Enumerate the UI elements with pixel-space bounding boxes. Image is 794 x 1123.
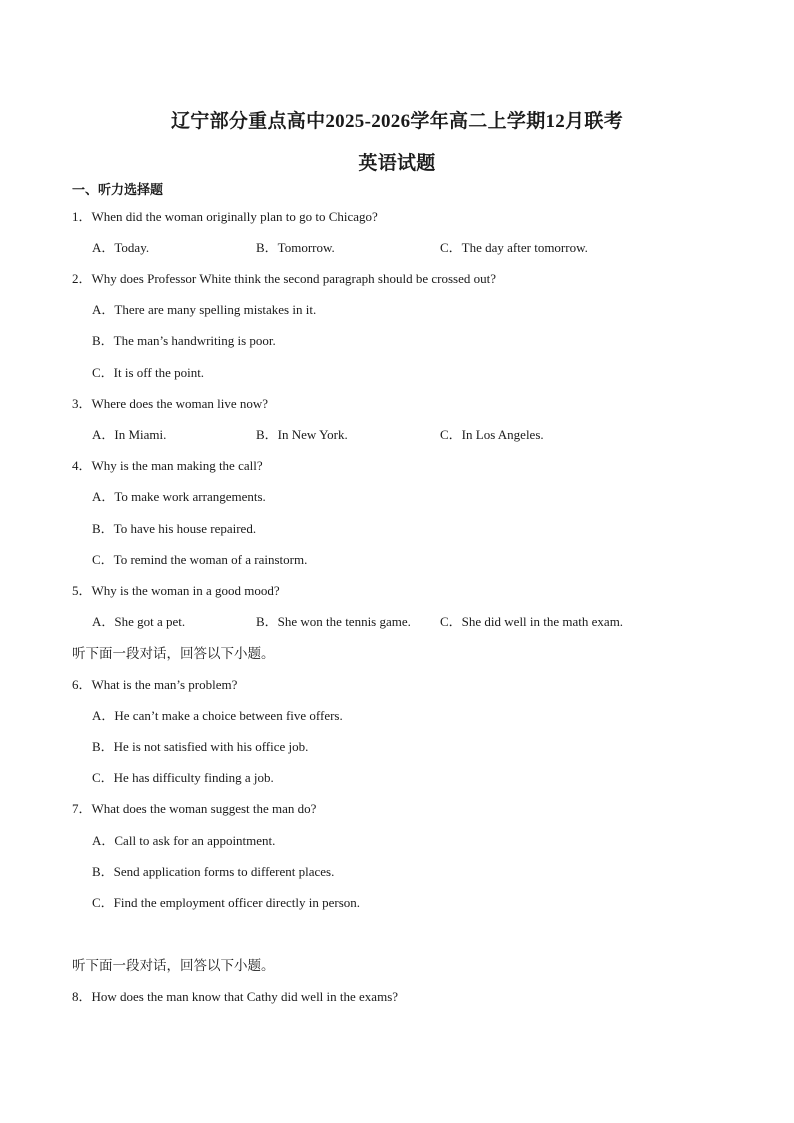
question-2: 2．Why does Professor White think the second paragraph should be crossed out? <box>72 271 496 286</box>
q3-option-a: A．In Miami. <box>92 427 167 442</box>
q3-option-c: C．In Los Angeles. <box>440 427 544 442</box>
q4-option-b: B．To have his house repaired. <box>92 521 257 536</box>
section-heading-listening: 一、听力选择题 <box>72 182 164 197</box>
question-7: 7．What does the woman suggest the man do? <box>72 801 317 816</box>
q6-option-c: C．He has difficulty finding a job. <box>92 770 274 785</box>
q7-option-c: C．Find the employment officer directly in person. <box>92 895 361 910</box>
exam-title: 辽宁部分重点高中2025-2026学年高二上学期12月联考 <box>170 111 624 132</box>
q4-option-c: C．To remind the woman of a rainstorm. <box>92 552 308 567</box>
q5-option-b: B．She won the tennis game. <box>256 614 411 629</box>
q5-option-c: C．She did well in the math exam. <box>440 614 624 629</box>
listening-instruction-2: 听下面一段对话，回答以下小题。 <box>72 958 275 973</box>
q5-option-a: A．She got a pet. <box>92 614 186 629</box>
exam-subtitle: 英语试题 <box>358 153 436 174</box>
q6-option-a: A．He can’t make a choice between five offers. <box>92 708 343 723</box>
question-4: 4．Why is the man making the call? <box>72 458 263 473</box>
q2-option-a: A．There are many spelling mistakes in it. <box>92 302 317 317</box>
q7-option-a: A．Call to ask for an appointment. <box>92 833 276 848</box>
q2-option-b: B．The man’s handwriting is poor. <box>92 333 276 348</box>
q4-option-a: A．To make work arrangements. <box>92 489 266 504</box>
q1-option-b: B．Tomorrow. <box>256 240 335 255</box>
q2-option-c: C．It is off the point. <box>92 365 205 380</box>
q6-option-b: B．He is not satisfied with his office job. <box>92 739 309 754</box>
question-1: 1．When did the woman originally plan to go to Chicago? <box>72 209 378 224</box>
q1-option-c: C．The day after tomorrow. <box>440 240 588 255</box>
question-3: 3．Where does the woman live now? <box>72 396 269 411</box>
q3-option-b: B．In New York. <box>256 427 348 442</box>
q7-option-b: B．Send application forms to different places. <box>92 864 335 879</box>
listening-instruction-1: 听下面一段对话，回答以下小题。 <box>72 646 275 661</box>
question-8: 8．How does the man know that Cathy did well in the exams? <box>72 989 399 1004</box>
question-6: 6．What is the man’s problem? <box>72 677 238 692</box>
q1-option-a: A．Today. <box>92 240 150 255</box>
question-5: 5．Why is the woman in a good mood? <box>72 583 280 598</box>
